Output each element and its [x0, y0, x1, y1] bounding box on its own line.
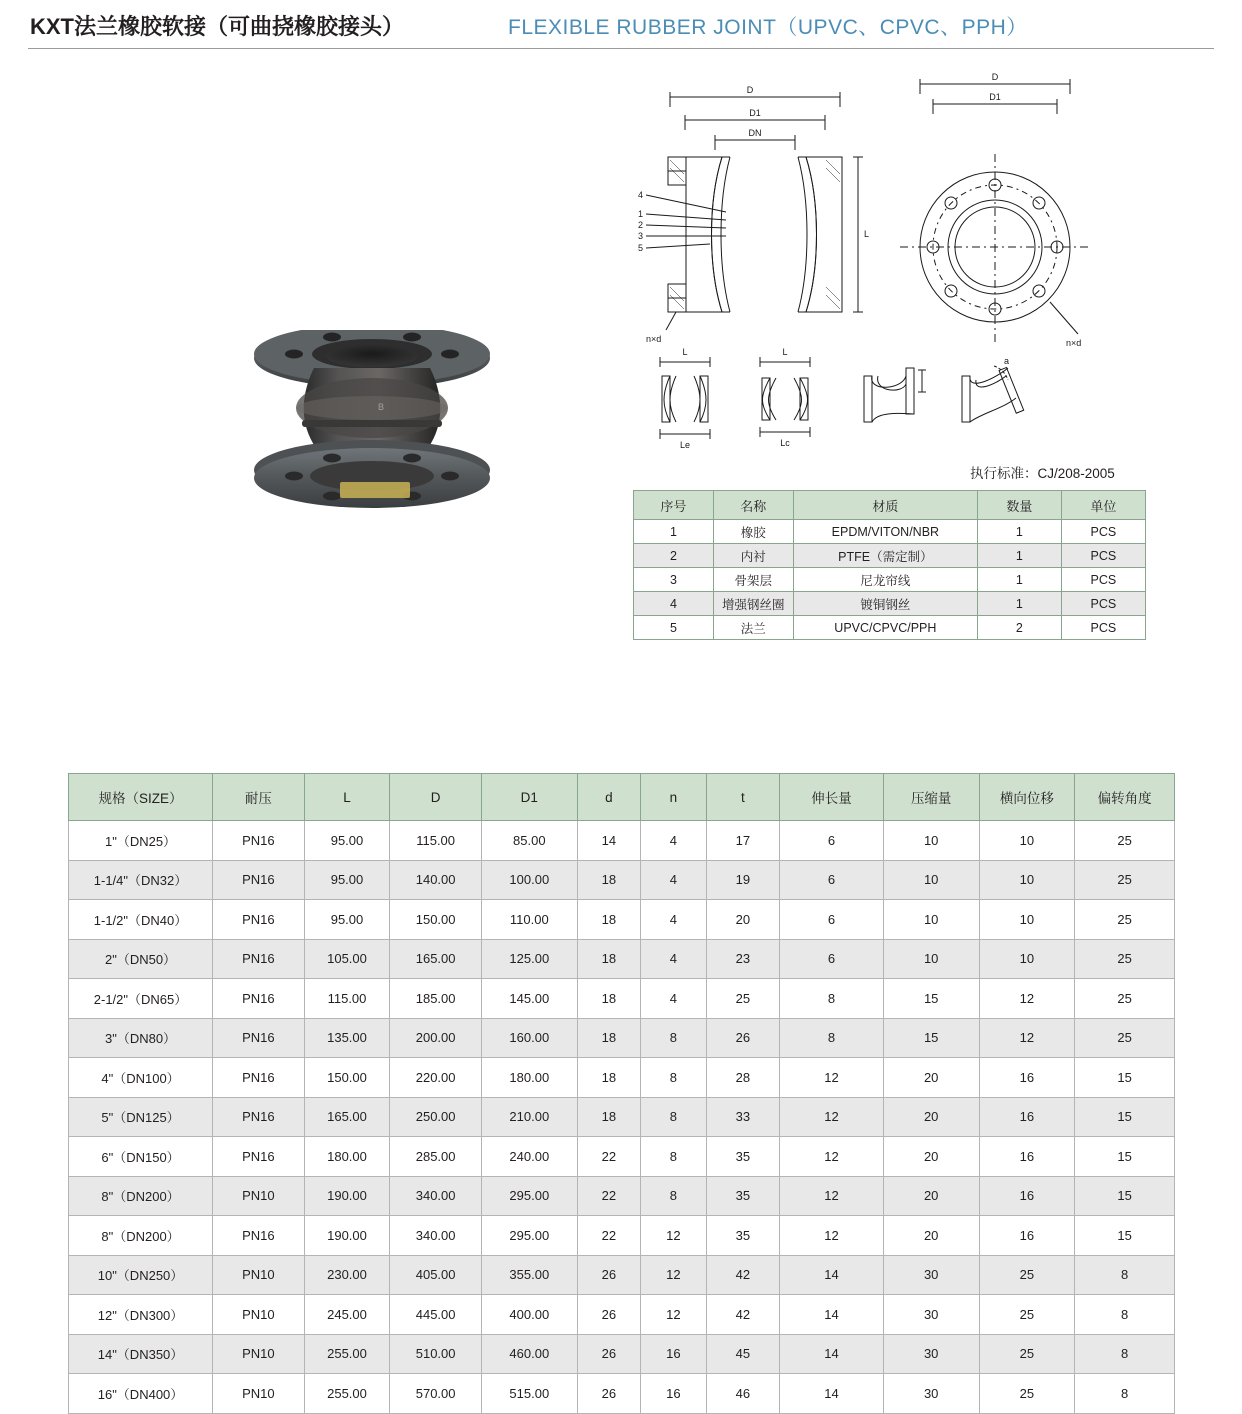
spec-cell: 10	[883, 860, 979, 900]
spec-cell: 15	[1075, 1216, 1175, 1256]
spec-cell: PN16	[213, 939, 305, 979]
spec-cell: 1"（DN25）	[69, 821, 213, 861]
spec-cell: 33	[706, 1097, 780, 1137]
spec-header-pressure: 耐压	[213, 774, 305, 821]
product-photo	[232, 330, 512, 520]
table-row	[69, 900, 1175, 940]
spec-cell: 16	[979, 1176, 1075, 1216]
spec-cell: 42	[706, 1295, 780, 1335]
svg-text:D1: D1	[749, 108, 761, 118]
spec-cell: 210.00	[481, 1097, 577, 1137]
parts-header-name: 名称	[713, 491, 793, 520]
parts-cell: PCS	[1061, 568, 1145, 592]
spec-cell: 165.00	[304, 1097, 390, 1137]
spec-cell: 250.00	[390, 1097, 482, 1137]
parts-header-material: 材质	[793, 491, 977, 520]
table-row	[69, 1176, 1175, 1216]
spec-cell: 12	[780, 1137, 884, 1177]
table-row	[69, 1058, 1175, 1098]
svg-text:1: 1	[638, 209, 644, 219]
svg-text:n×d: n×d	[1066, 338, 1082, 348]
spec-cell: 19	[706, 860, 780, 900]
spec-cell: 355.00	[481, 1255, 577, 1295]
spec-cell: 4	[641, 939, 706, 979]
spec-cell: 150.00	[390, 900, 482, 940]
table-row	[69, 1255, 1175, 1295]
spec-cell: 20	[883, 1097, 979, 1137]
spec-cell: 285.00	[390, 1137, 482, 1177]
spec-header-l: L	[304, 774, 390, 821]
header-divider	[28, 48, 1214, 49]
spec-cell: 570.00	[390, 1374, 482, 1414]
spec-cell: PN16	[213, 979, 305, 1019]
spec-cell: 3"（DN80）	[69, 1018, 213, 1058]
spec-cell: PN16	[213, 821, 305, 861]
table-row	[69, 1137, 1175, 1177]
spec-cell: 220.00	[390, 1058, 482, 1098]
svg-text:D: D	[746, 85, 754, 95]
svg-text:Le: Le	[679, 440, 691, 450]
spec-cell: 16"（DN400）	[69, 1374, 213, 1414]
spec-cell: 6	[780, 860, 884, 900]
svg-text:a: a	[1004, 356, 1010, 366]
spec-cell: 25	[1075, 979, 1175, 1019]
spec-cell: 25	[1075, 821, 1175, 861]
svg-text:2: 2	[638, 220, 644, 230]
spec-cell: 510.00	[390, 1334, 482, 1374]
svg-text:5: 5	[638, 243, 644, 253]
spec-cell: 95.00	[304, 821, 390, 861]
spec-cell: 28	[706, 1058, 780, 1098]
spec-cell: 1-1/2"（DN40）	[69, 900, 213, 940]
parts-cell: PCS	[1061, 616, 1145, 640]
spec-cell: 8	[641, 1097, 706, 1137]
spec-cell: PN16	[213, 1097, 305, 1137]
spec-cell: 115.00	[390, 821, 482, 861]
parts-cell: 1	[978, 592, 1062, 616]
spec-cell: 18	[577, 979, 640, 1019]
svg-text:L: L	[782, 347, 788, 357]
spec-cell: 18	[577, 1058, 640, 1098]
table-row	[69, 1216, 1175, 1256]
spec-cell: 15	[883, 979, 979, 1019]
spec-cell: 400.00	[481, 1295, 577, 1335]
spec-cell: 8	[780, 1018, 884, 1058]
spec-header-size: 规格（SIZE）	[69, 774, 213, 821]
spec-cell: 8	[1075, 1255, 1175, 1295]
parts-header-qty: 数量	[978, 491, 1062, 520]
spec-cell: 8	[1075, 1374, 1175, 1414]
spec-cell: 460.00	[481, 1334, 577, 1374]
spec-cell: 30	[883, 1334, 979, 1374]
table-row	[69, 939, 1175, 979]
svg-text:3: 3	[638, 231, 644, 241]
svg-text:L: L	[682, 347, 688, 357]
spec-header-lateral: 横向位移	[979, 774, 1075, 821]
spec-cell: 105.00	[304, 939, 390, 979]
spec-cell: 240.00	[481, 1137, 577, 1177]
spec-cell: 20	[883, 1216, 979, 1256]
spec-cell: PN10	[213, 1374, 305, 1414]
spec-cell: 25	[706, 979, 780, 1019]
parts-cell: 2	[978, 616, 1062, 640]
spec-cell: 15	[1075, 1176, 1175, 1216]
spec-cell: 8	[641, 1018, 706, 1058]
spec-header-n: n	[641, 774, 706, 821]
page-title-cn: KXT法兰橡胶软接（可曲挠橡胶接头）	[30, 14, 405, 39]
spec-cell: 110.00	[481, 900, 577, 940]
spec-cell: 15	[883, 1018, 979, 1058]
spec-cell: 15	[1075, 1097, 1175, 1137]
spec-cell: 25	[979, 1334, 1075, 1374]
spec-cell: 255.00	[304, 1334, 390, 1374]
spec-cell: 14"（DN350）	[69, 1334, 213, 1374]
table-row	[69, 1334, 1175, 1374]
spec-cell: 12	[780, 1058, 884, 1098]
svg-text:B: B	[378, 402, 385, 412]
spec-cell: 26	[577, 1374, 640, 1414]
page-header	[0, 0, 1242, 50]
product-photo-image	[232, 330, 512, 520]
spec-cell: 95.00	[304, 900, 390, 940]
spec-cell: 180.00	[304, 1137, 390, 1177]
spec-cell: 100.00	[481, 860, 577, 900]
spec-cell: 22	[577, 1137, 640, 1177]
spec-cell: 230.00	[304, 1255, 390, 1295]
spec-cell: 14	[780, 1255, 884, 1295]
spec-cell: 200.00	[390, 1018, 482, 1058]
parts-cell: 增强钢丝圈	[713, 592, 793, 616]
spec-cell: 10	[883, 900, 979, 940]
parts-cell: 5	[634, 616, 714, 640]
spec-cell: 17	[706, 821, 780, 861]
parts-cell: 骨架层	[713, 568, 793, 592]
spec-cell: 115.00	[304, 979, 390, 1019]
spec-cell: 25	[1075, 1018, 1175, 1058]
spec-cell: 12	[780, 1097, 884, 1137]
parts-cell: 内衬	[713, 544, 793, 568]
spec-cell: 16	[979, 1097, 1075, 1137]
parts-table	[633, 490, 1146, 640]
parts-table-header-row	[634, 491, 1146, 520]
spec-cell: 25	[1075, 860, 1175, 900]
spec-cell: 10"（DN250）	[69, 1255, 213, 1295]
technical-drawing-svg	[630, 62, 1150, 462]
spec-cell: 6	[780, 821, 884, 861]
technical-drawing	[630, 62, 1150, 452]
spec-cell: 15	[1075, 1058, 1175, 1098]
table-row	[634, 592, 1146, 616]
parts-cell: PTFE（需定制）	[793, 544, 977, 568]
parts-cell: EPDM/VITON/NBR	[793, 520, 977, 544]
spec-cell: 95.00	[304, 860, 390, 900]
spec-cell: 8	[1075, 1295, 1175, 1335]
spec-cell: 12	[641, 1295, 706, 1335]
spec-cell: 10	[883, 939, 979, 979]
spec-cell: 140.00	[390, 860, 482, 900]
spec-cell: 18	[577, 860, 640, 900]
spec-cell: 125.00	[481, 939, 577, 979]
spec-cell: 30	[883, 1255, 979, 1295]
spec-cell: 8	[641, 1176, 706, 1216]
spec-cell: 14	[577, 821, 640, 861]
table-row	[634, 544, 1146, 568]
spec-cell: 12	[780, 1176, 884, 1216]
parts-cell: 1	[978, 544, 1062, 568]
spec-cell: 10	[979, 900, 1075, 940]
spec-cell: 405.00	[390, 1255, 482, 1295]
spec-cell: 25	[1075, 900, 1175, 940]
parts-cell: PCS	[1061, 520, 1145, 544]
spec-cell: 15	[1075, 1137, 1175, 1177]
spec-cell: 12	[979, 979, 1075, 1019]
parts-header-no: 序号	[634, 491, 714, 520]
spec-cell: 6"（DN150）	[69, 1137, 213, 1177]
spec-cell: 160.00	[481, 1018, 577, 1058]
spec-cell: 25	[979, 1295, 1075, 1335]
svg-text:n×d: n×d	[646, 334, 662, 344]
spec-cell: 135.00	[304, 1018, 390, 1058]
spec-cell: 25	[1075, 939, 1175, 979]
parts-cell: 2	[634, 544, 714, 568]
spec-cell: 145.00	[481, 979, 577, 1019]
spec-cell: 180.00	[481, 1058, 577, 1098]
svg-text:D: D	[991, 72, 999, 82]
spec-cell: PN10	[213, 1334, 305, 1374]
parts-cell: PCS	[1061, 592, 1145, 616]
table-row	[69, 1018, 1175, 1058]
table-row	[69, 860, 1175, 900]
table-row	[634, 568, 1146, 592]
parts-cell: 法兰	[713, 616, 793, 640]
spec-cell: 4"（DN100）	[69, 1058, 213, 1098]
table-row	[69, 1097, 1175, 1137]
svg-text:L: L	[864, 229, 870, 239]
spec-cell: 22	[577, 1216, 640, 1256]
spec-cell: 4	[641, 860, 706, 900]
spec-cell: PN16	[213, 1018, 305, 1058]
spec-cell: 12	[979, 1018, 1075, 1058]
spec-cell: 14	[780, 1374, 884, 1414]
parts-cell: 3	[634, 568, 714, 592]
spec-cell: 85.00	[481, 821, 577, 861]
parts-cell: 尼龙帘线	[793, 568, 977, 592]
spec-cell: 22	[577, 1176, 640, 1216]
parts-cell: 镀铜钢丝	[793, 592, 977, 616]
spec-cell: 18	[577, 1018, 640, 1058]
spec-cell: 8	[641, 1058, 706, 1098]
spec-header-d-small: d	[577, 774, 640, 821]
spec-cell: 1-1/4"（DN32）	[69, 860, 213, 900]
spec-header-angular: 偏转角度	[1075, 774, 1175, 821]
spec-cell: 515.00	[481, 1374, 577, 1414]
svg-text:4: 4	[638, 190, 644, 200]
spec-cell: 5"（DN125）	[69, 1097, 213, 1137]
parts-cell: 1	[978, 520, 1062, 544]
spec-cell: 18	[577, 1097, 640, 1137]
spec-cell: 190.00	[304, 1176, 390, 1216]
parts-cell: 橡胶	[713, 520, 793, 544]
table-row	[69, 1374, 1175, 1414]
spec-cell: 16	[641, 1374, 706, 1414]
spec-cell: 190.00	[304, 1216, 390, 1256]
spec-cell: 340.00	[390, 1176, 482, 1216]
spec-header-d1: D1	[481, 774, 577, 821]
spec-cell: 16	[979, 1058, 1075, 1098]
spec-header-d: D	[390, 774, 482, 821]
spec-cell: 35	[706, 1176, 780, 1216]
spec-cell: 10	[979, 939, 1075, 979]
spec-cell: 6	[780, 900, 884, 940]
spec-cell: 14	[780, 1334, 884, 1374]
spec-cell: 295.00	[481, 1216, 577, 1256]
parts-cell: 4	[634, 592, 714, 616]
spec-cell: 26	[577, 1255, 640, 1295]
spec-cell: 8"（DN200）	[69, 1216, 213, 1256]
spec-cell: PN10	[213, 1176, 305, 1216]
spec-cell: 165.00	[390, 939, 482, 979]
table-row	[69, 1295, 1175, 1335]
spec-cell: 35	[706, 1216, 780, 1256]
spec-cell: 245.00	[304, 1295, 390, 1335]
spec-cell: 8"（DN200）	[69, 1176, 213, 1216]
spec-cell: 8	[1075, 1334, 1175, 1374]
parts-cell: UPVC/CPVC/PPH	[793, 616, 977, 640]
spec-cell: 25	[979, 1255, 1075, 1295]
spec-cell: 10	[979, 860, 1075, 900]
spec-cell: 30	[883, 1295, 979, 1335]
svg-text:D1: D1	[989, 92, 1001, 102]
spec-cell: 12	[780, 1216, 884, 1256]
spec-cell: 150.00	[304, 1058, 390, 1098]
spec-cell: 42	[706, 1255, 780, 1295]
spec-cell: 8	[641, 1137, 706, 1177]
spec-table-header-row	[69, 774, 1175, 821]
page-title-en: FLEXIBLE RUBBER JOINT（UPVC、CPVC、PPH）	[508, 16, 1028, 39]
spec-cell: 8	[780, 979, 884, 1019]
spec-cell: 20	[883, 1058, 979, 1098]
spec-header-elongation: 伸长量	[780, 774, 884, 821]
spec-cell: 16	[979, 1216, 1075, 1256]
table-row	[69, 979, 1175, 1019]
spec-cell: 295.00	[481, 1176, 577, 1216]
spec-cell: 4	[641, 821, 706, 861]
spec-cell: PN16	[213, 860, 305, 900]
spec-table-body	[69, 821, 1175, 1414]
spec-cell: 18	[577, 900, 640, 940]
spec-cell: 26	[706, 1018, 780, 1058]
spec-cell: 255.00	[304, 1374, 390, 1414]
parts-cell: 1	[634, 520, 714, 544]
spec-cell: PN16	[213, 900, 305, 940]
spec-cell: 6	[780, 939, 884, 979]
spec-cell: 35	[706, 1137, 780, 1177]
spec-cell: 20	[883, 1137, 979, 1177]
spec-cell: PN16	[213, 1216, 305, 1256]
spec-cell: PN16	[213, 1058, 305, 1098]
spec-cell: 12	[641, 1216, 706, 1256]
parts-cell: PCS	[1061, 544, 1145, 568]
spec-cell: 2-1/2"（DN65）	[69, 979, 213, 1019]
svg-text:DN: DN	[748, 128, 762, 138]
spec-cell: 340.00	[390, 1216, 482, 1256]
spec-cell: 46	[706, 1374, 780, 1414]
spec-cell: 18	[577, 939, 640, 979]
spec-cell: 445.00	[390, 1295, 482, 1335]
spec-cell: PN10	[213, 1295, 305, 1335]
spec-cell: 14	[780, 1295, 884, 1335]
spec-cell: 4	[641, 979, 706, 1019]
spec-cell: 12	[641, 1255, 706, 1295]
spec-cell: 25	[979, 1374, 1075, 1414]
spec-cell: 4	[641, 900, 706, 940]
spec-cell: 20	[706, 900, 780, 940]
parts-header-unit: 单位	[1061, 491, 1145, 520]
table-row	[634, 616, 1146, 640]
table-row	[634, 520, 1146, 544]
spec-cell: 20	[883, 1176, 979, 1216]
spec-cell: 45	[706, 1334, 780, 1374]
table-row	[69, 821, 1175, 861]
spec-cell: PN10	[213, 1255, 305, 1295]
spec-header-compression: 压缩量	[883, 774, 979, 821]
spec-cell: 30	[883, 1374, 979, 1414]
spec-cell: 23	[706, 939, 780, 979]
spec-cell: 2"（DN50）	[69, 939, 213, 979]
spec-cell: 16	[641, 1334, 706, 1374]
spec-cell: 10	[979, 821, 1075, 861]
spec-cell: 26	[577, 1295, 640, 1335]
spec-header-t: t	[706, 774, 780, 821]
svg-text:Lc: Lc	[780, 438, 790, 448]
spec-cell: 26	[577, 1334, 640, 1374]
spec-cell: 12"（DN300）	[69, 1295, 213, 1335]
execution-standard-note: 执行标准：CJ/208-2005	[970, 466, 1115, 481]
spec-cell: PN16	[213, 1137, 305, 1177]
spec-cell: 185.00	[390, 979, 482, 1019]
spec-cell: 10	[883, 821, 979, 861]
specification-table	[68, 773, 1175, 1414]
parts-cell: 1	[978, 568, 1062, 592]
spec-cell: 16	[979, 1137, 1075, 1177]
